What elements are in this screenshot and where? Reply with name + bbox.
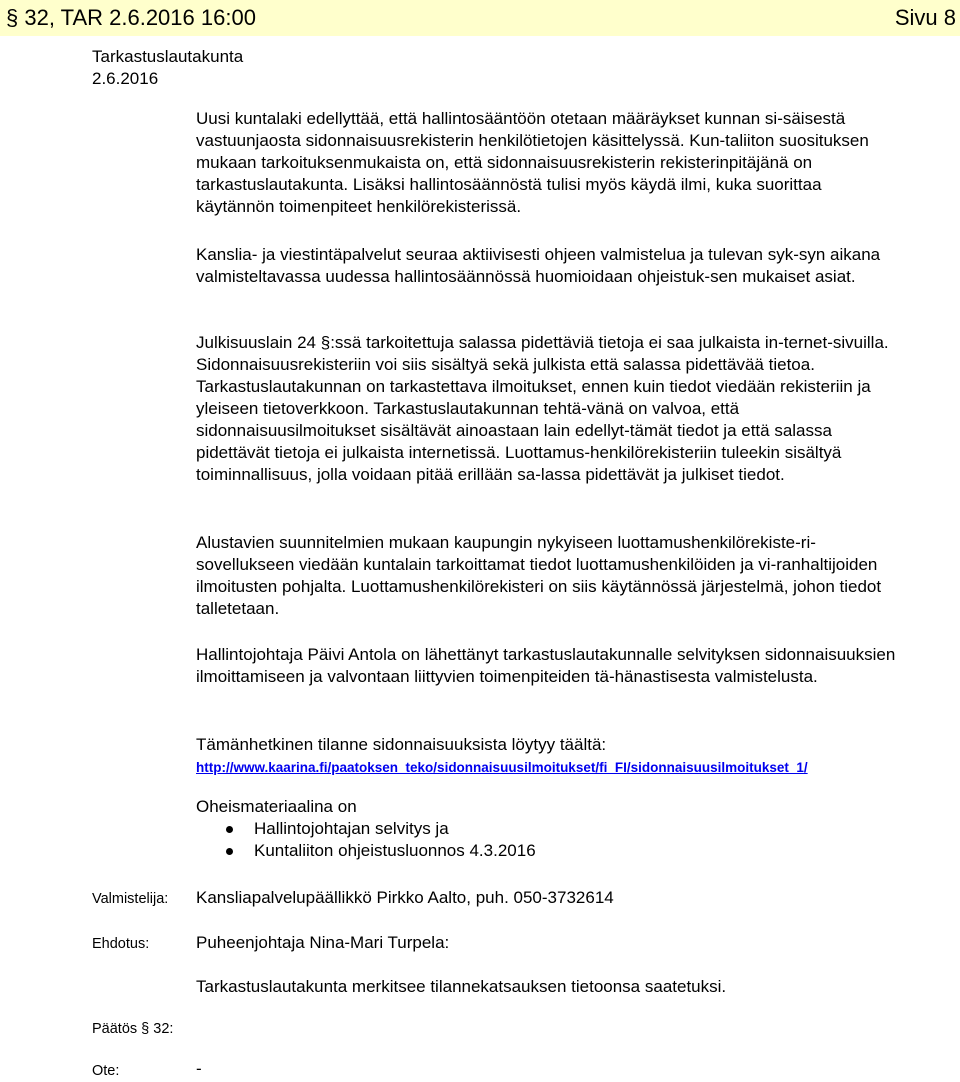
committee-name: Tarkastuslautakunta <box>92 47 244 66</box>
paragraph-2 <box>196 244 896 288</box>
paragraph-4 <box>196 532 896 620</box>
paragraph-5 <box>196 644 896 688</box>
proposal-value: Puheenjohtaja Nina-Mari Turpela: <box>196 933 450 952</box>
excerpt-value: - <box>196 1059 202 1078</box>
excerpt-label: Ote: <box>92 1063 120 1079</box>
attachment-item: Hallintojohtajan selvitys ja <box>196 818 896 840</box>
paragraph-text: Uusi kuntalaki edellyttää, että hallintosääntöön otetaan määräykset kunnan si-säisestä vastuunjaosta sidonnaisuusrekisterin henkilötietojen käsittelyssä. Kun-taliiton suosituksen mukaan tarkoituksenmukaista on, että sidonnaisuusrekisterin rekisterinpitäjänä on tarkastuslautakunta. Lisäksi hallintosäännöstä tulisi myös käydä ilmi, kuka suorittaa käytännön toimenpiteet henkilörekisterissä. <box>196 109 869 216</box>
paragraph-text: Hallintojohtaja Päivi Antola on lähettänyt tarkastuslautakunnalle selvityksen sidonnaisuuksien ilmoittamiseen ja valvontaan liittyvien toimenpiteiden tä-hänastisesta valmistelusta. <box>196 645 896 686</box>
paragraph-text: Kanslia- ja viestintäpalvelut seuraa aktiivisesti ohjeen valmistelua ja tulevan syk-syn aikana valmisteltavassa uudessa hallintosäännössä huomioidaan ohjeistuk-sen mukaiset asiat. <box>196 245 881 286</box>
preparer-label: Valmistelija: <box>92 891 169 907</box>
decision-label: Päätös § 32: <box>92 1021 174 1037</box>
section-reference: § 32, TAR 2.6.2016 16:00 <box>6 5 256 30</box>
status-intro: Tämänhetkinen tilanne sidonnaisuuksista löytyy täältä: <box>196 735 607 754</box>
attachments-title: Oheismateriaalina on <box>196 797 357 816</box>
paragraph-text: Julkisuuslain 24 §:ssä tarkoitettuja salassa pidettäviä tietoja ei saa julkaista in-ternet-sivuilla. Sidonnaisuusrekisteriin voi siis sisältyä sekä julkista että salassa pidettävää tietoa. Tarkastuslautakunnan on tarkastettava ilmoitukset, ennen kuin tiedot viedään rekisteriin ja yleiseen tietoverkkoon. Tarkastuslautakunnan tehtä-vänä on valvoa, että sidonnaisuusilmoitukset sisältävät ainoastaan lain edellyt-tämät tiedot ja että salassa pidettävät tietoja ei julkaista internetissä. Luottamus-henkilörekisteriin tuleekin sisältyä toiminnallisuus, jolla voidaan pitää erillään sa-lassa pidettävät ja julkiset tiedot. <box>196 333 889 484</box>
proposal-text: Tarkastuslautakunta merkitsee tilannekatsauksen tietoonsa saatetuksi. <box>196 977 727 996</box>
meeting-date: 2.6.2016 <box>92 69 159 88</box>
attachment-item: Kuntaliiton ohjeistusluonnos 4.3.2016 <box>196 840 896 862</box>
paragraph-3 <box>196 332 896 486</box>
preparer-value: Kansliapalvelupäällikkö Pirkko Aalto, puh. 050-3732614 <box>196 888 614 907</box>
status-link[interactable]: http://www.kaarina.fi/paatoksen_teko/sidonnaisuusilmoitukset/fi_FI/sidonnaisuusilmoitukset_1/ <box>196 760 808 775</box>
paragraph-1 <box>196 108 896 218</box>
page-header <box>0 0 960 36</box>
paragraph-text: Alustavien suunnitelmien mukaan kaupungin nykyiseen luottamushenkilörekiste-ri-sovellukseen viedään kuntalain tarkoittamat tiedot luottamushenkilöiden ja vi-ranhaltijoiden ilmoitusten pohjalta. Luottamushenkilörekisteri on siis käytännössä järjestelmä, johon tiedot talletetaan. <box>196 533 882 618</box>
proposal-label: Ehdotus: <box>92 936 150 952</box>
attachments-section <box>196 796 896 862</box>
page-number: Sivu 8 <box>894 5 956 30</box>
attachments-list <box>196 818 896 862</box>
status-section <box>196 734 896 779</box>
